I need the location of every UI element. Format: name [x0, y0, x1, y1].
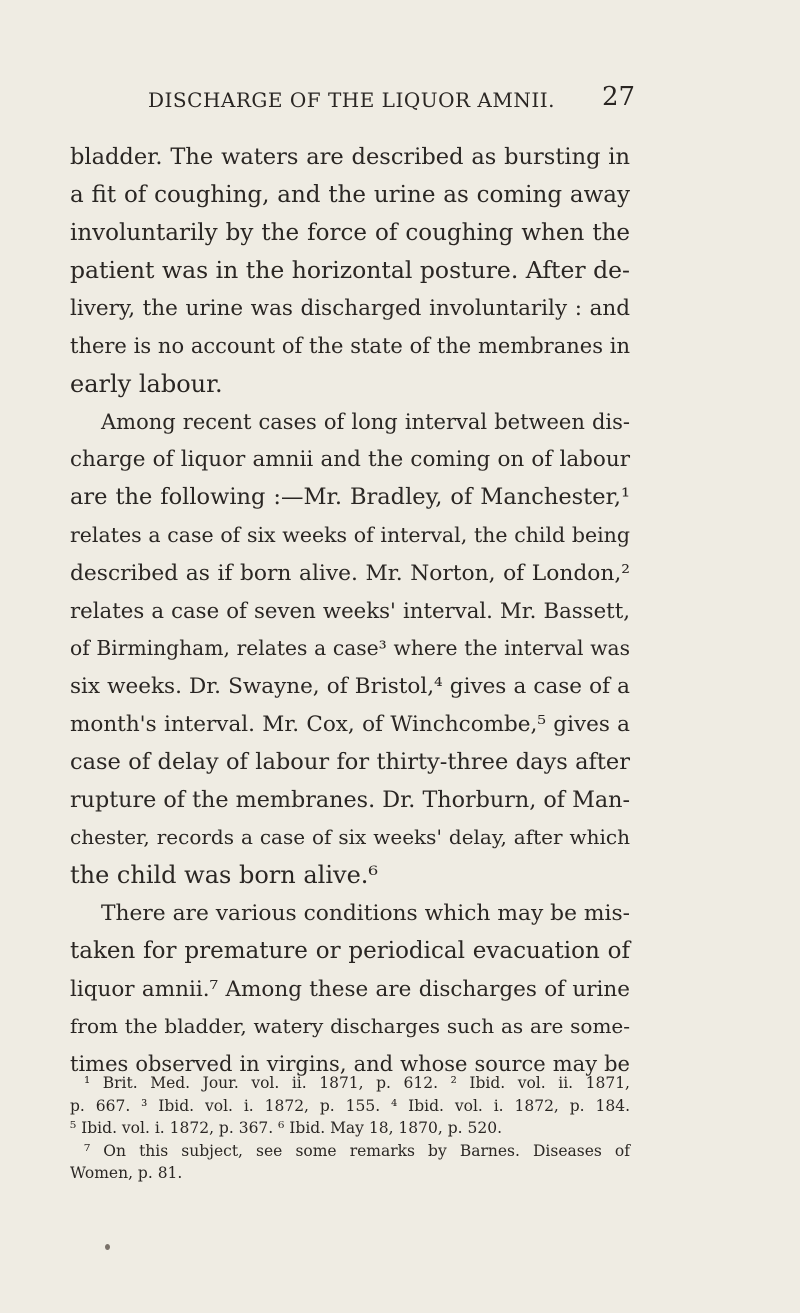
text-line: relates a case of seven weeks' interval. Mr. Bassett,: [70, 598, 630, 624]
text-line: rupture of the membranes. Dr. Thorburn, of Man-: [70, 786, 630, 813]
text-line: six weeks. Dr. Swayne, of Bristol,⁴ gives a case of a: [70, 674, 630, 700]
text-line: times observed in virgins, and whose source may be: [70, 1052, 630, 1077]
text-line: from the bladder, watery discharges such as are some-: [70, 1014, 630, 1039]
text-line: relates a case of six weeks of interval, the child being: [70, 522, 630, 547]
body-text: [70, 139, 630, 1084]
footnote-line: ¹ Brit. Med. Jour. vol. ii. 1871, p. 612. ² Ibid. vol. ii. 1871,: [84, 1074, 630, 1092]
footnote-line: p. 667. ³ Ibid. vol. i. 1872, p. 155. ⁴ Ibid. vol. i. 1872, p. 184.: [70, 1096, 630, 1115]
text-line: bladder. The waters are described as bursting in: [70, 144, 630, 170]
text-line: liquor amnii.⁷ Among these are discharges of urine: [70, 976, 630, 1002]
paragraph-start-line: There are various conditions which may be mis-: [101, 900, 630, 926]
footnote-line: ⁵ Ibid. vol. i. 1872, p. 367. ⁶ Ibid. May 18, 1870, p. 520.: [70, 1119, 503, 1137]
footnote-line: ⁷ On this subject, see some remarks by Barnes. Diseases of: [84, 1141, 630, 1160]
text-line: early labour.: [70, 369, 223, 398]
text-line: a fit of coughing, and the urine as coming away: [70, 181, 630, 208]
text-line: taken for premature or periodical evacuation of: [70, 937, 630, 964]
footnote-line: Women, p. 81.: [70, 1164, 183, 1182]
running-head: DISCHARGE OF THE LIQUOR AMNII.: [148, 88, 556, 112]
text-line: of Birmingham, relates a case³ where the interval was: [70, 636, 630, 661]
text-line: described as if born alive. Mr. Norton, of London,²: [70, 560, 630, 586]
footnotes: [70, 1072, 630, 1185]
text-line: charge of liquor amnii and the coming on of labour: [70, 447, 630, 473]
text-line: patient was in the horizontal posture. After de-: [70, 256, 630, 285]
text-line: are the following :—Mr. Bradley, of Manchester,¹: [70, 484, 630, 511]
text-line: the child was born alive.⁶: [70, 861, 379, 890]
paragraph-start-line: Among recent cases of long interval between dis-: [101, 409, 630, 434]
text-line: chester, records a case of six weeks' delay, after which: [70, 825, 630, 850]
page-number: 27: [602, 82, 636, 112]
print-speck: [105, 1244, 110, 1250]
text-line: livery, the urine was discharged involuntarily : and: [70, 296, 630, 322]
text-line: there is no account of the state of the membranes in: [70, 333, 630, 358]
text-line: month's interval. Mr. Cox, of Winchcombe,⁵ gives a: [70, 711, 630, 737]
text-line: involuntarily by the force of coughing when the: [70, 219, 630, 246]
text-line: case of delay of labour for thirty-three days after: [70, 748, 630, 775]
